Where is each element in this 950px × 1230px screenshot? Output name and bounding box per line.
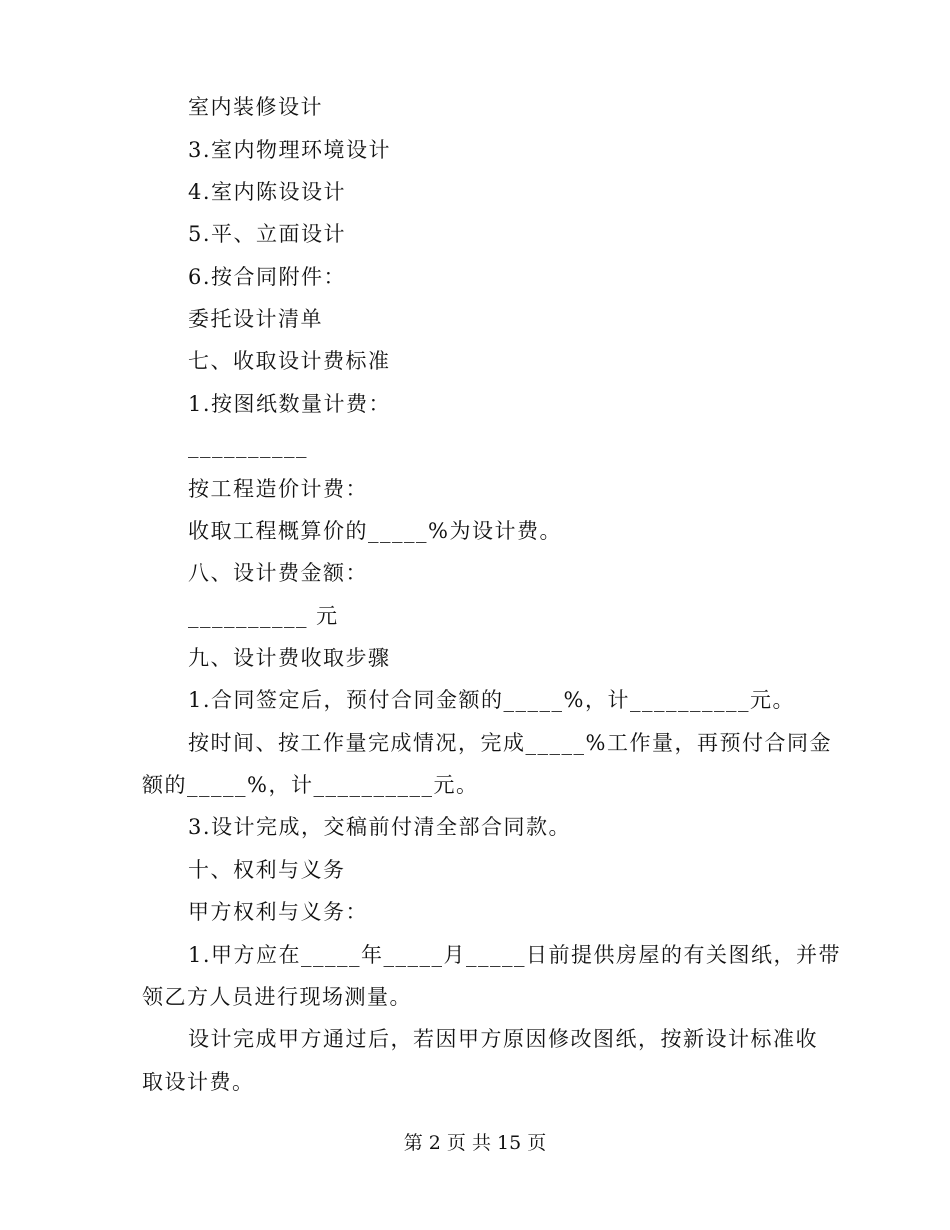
text-line: __________ 元 bbox=[188, 604, 339, 628]
text-line: 按工程造价计费： bbox=[188, 477, 368, 501]
text-line: 1.按图纸数量计费： bbox=[188, 392, 392, 416]
text-line: 取设计费。 bbox=[142, 1070, 255, 1094]
text-line: 室内装修设计 bbox=[188, 95, 323, 119]
section-heading: 八、设计费金额： bbox=[188, 561, 368, 585]
text-line: 5.平、立面设计 bbox=[188, 222, 347, 246]
text-line: 1.甲方应在_____年_____月_____日前提供房屋的有关图纸，并带 bbox=[188, 943, 842, 967]
text-line: 委托设计清单 bbox=[188, 307, 323, 331]
text-line: 4.室内陈设设计 bbox=[188, 180, 347, 204]
blank-field: __________ bbox=[188, 434, 308, 458]
text-line: 额的_____%，计__________元。 bbox=[142, 773, 479, 797]
page-number-footer: 第 2 页 共 15 页 bbox=[403, 1132, 547, 1154]
text-line: 1.合同签定后，预付合同金额的_____%，计__________元。 bbox=[188, 688, 795, 712]
section-heading: 十、权利与义务 bbox=[188, 858, 346, 882]
text-line: 甲方权利与义务： bbox=[188, 900, 368, 924]
text-line: 6.按合同附件： bbox=[188, 265, 347, 289]
text-line: 设计完成甲方通过后，若因甲方原因修改图纸，按新设计标准收 bbox=[188, 1027, 818, 1051]
section-heading: 七、收取设计费标准 bbox=[188, 349, 391, 373]
text-line: 3.室内物理环境设计 bbox=[188, 138, 392, 162]
text-line: 领乙方人员进行现场测量。 bbox=[142, 985, 412, 1009]
text-line: 按时间、按工作量完成情况，完成_____%工作量，再预付合同金 bbox=[188, 731, 832, 755]
text-line: 3.设计完成，交稿前付清全部合同款。 bbox=[188, 815, 572, 839]
section-heading: 九、设计费收取步骤 bbox=[188, 646, 391, 670]
text-line: 收取工程概算价的_____%为设计费。 bbox=[188, 519, 562, 543]
